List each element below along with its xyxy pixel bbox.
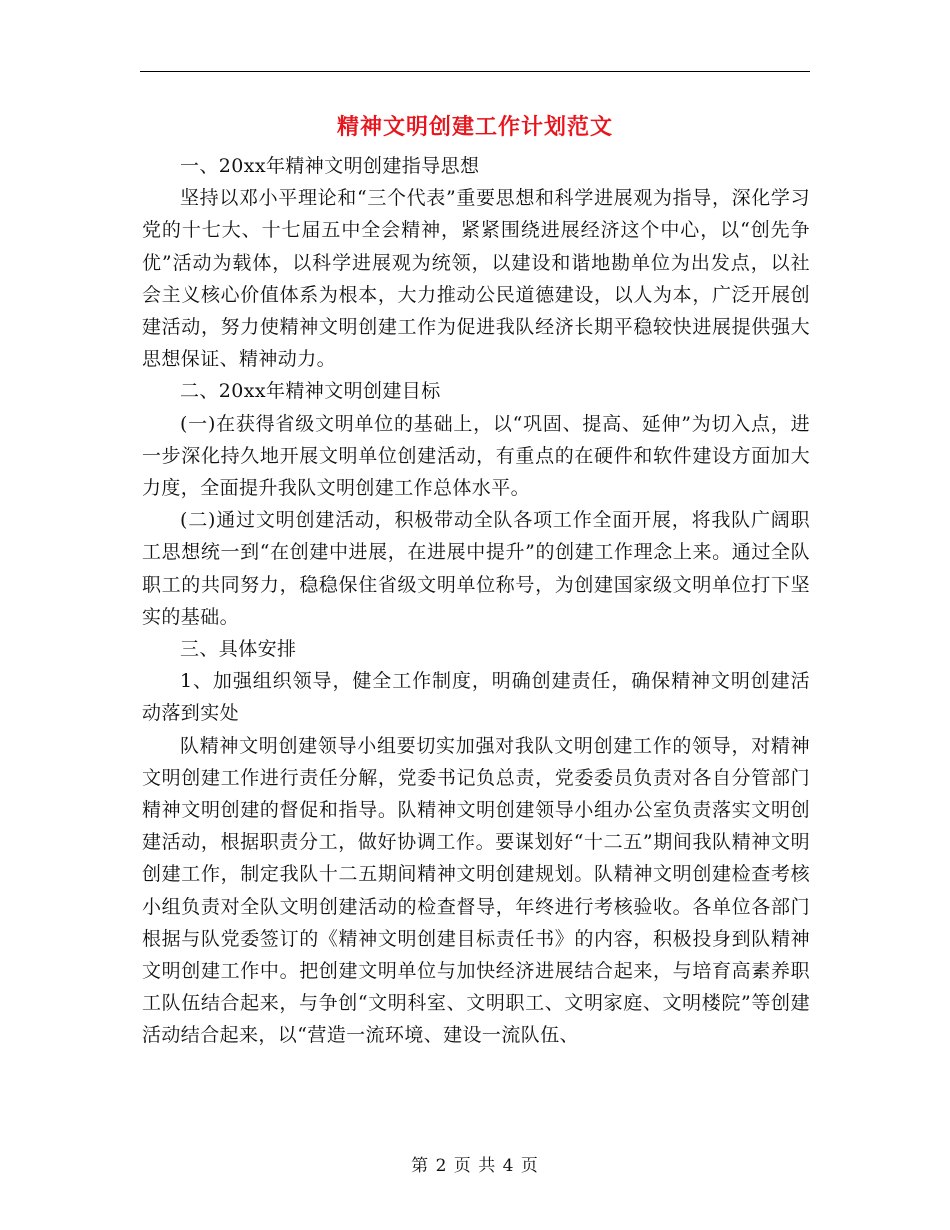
paragraph: (一)在获得省级文明单位的基础上，以“巩固、提高、延伸”为切入点，进一步深化持久地开展文明单位创建活动，有重点的在硬件和软件建设方面加大力度，全面提升我队文明创建工作总体水平。 — [142, 412, 810, 500]
sub-heading: 1、加强组织领导，健全工作制度，明确创建责任，确保精神文明创建活动落到实处 — [142, 670, 810, 725]
page-title: 精神文明创建工作计划范文 — [336, 114, 613, 140]
page-number: 第 2 页 共 4 页 — [411, 1156, 539, 1176]
paragraph: 队精神文明创建领导小组要切实加强对我队文明创建工作的领导，对精神文明创建工作进行责任分解，党委书记负总责，党委委员负责对各自分管部门精神文明创建的督促和指导。队精神文明创建领导小组办公室负责落实文明创建活动，根据职责分工，做好协调工作。要谋划好“十二五”期间我队精神文明创建工作，制定我队十二五期间精神文明创建规划。队精神文明创建检查考核小组负责对全队文明创建活动的检查督导，年终进行考核验收。各单位各部门根据与队党委签订的《精神文明创建目标责任书》的内容，积极投身到队精神文明创建工作中。把创建文明单位与加快经济进展结合起来，与培育高素养职工队伍结合起来，与争创“文明科室、文明职工、文明家庭、文明楼院”等创建活动结合起来，以“营造一流环境、建设一流队伍、 — [142, 734, 810, 1047]
paragraph: 坚持以邓小平理论和“三个代表”重要思想和科学进展观为指导，深化学习党的十七大、十七届五中全会精神，紧紧围绕进展经济这个中心，以“创先争优”活动为载体，以科学进展观为统领，以建设和谐地勘单位为出发点，以社会主义核心价值体系为根本，大力推动公民道德建设，以人为本，广泛开展创建活动，努力使精神文明创建工作为促进我队经济长期平稳较快进展提供强大思想保证、精神动力。 — [142, 187, 810, 371]
header-rule — [140, 71, 810, 72]
document-body — [142, 150, 810, 1052]
paragraph: (二)通过文明创建活动，积极带动全队各项工作全面开展，将我队广阔职工思想统一到“在创建中进展，在进展中提升”的创建工作理念上来。通过全队职工的共同努力，稳稳保住省级文明单位称号，为创建国家级文明单位打下坚实的基础。 — [142, 509, 810, 628]
section-heading-3: 三、具体安排 — [180, 638, 297, 661]
section-heading-1: 一、20xx年精神文明创建指导思想 — [180, 155, 480, 177]
section-heading-2: 二、20xx年精神文明创建目标 — [180, 380, 441, 403]
